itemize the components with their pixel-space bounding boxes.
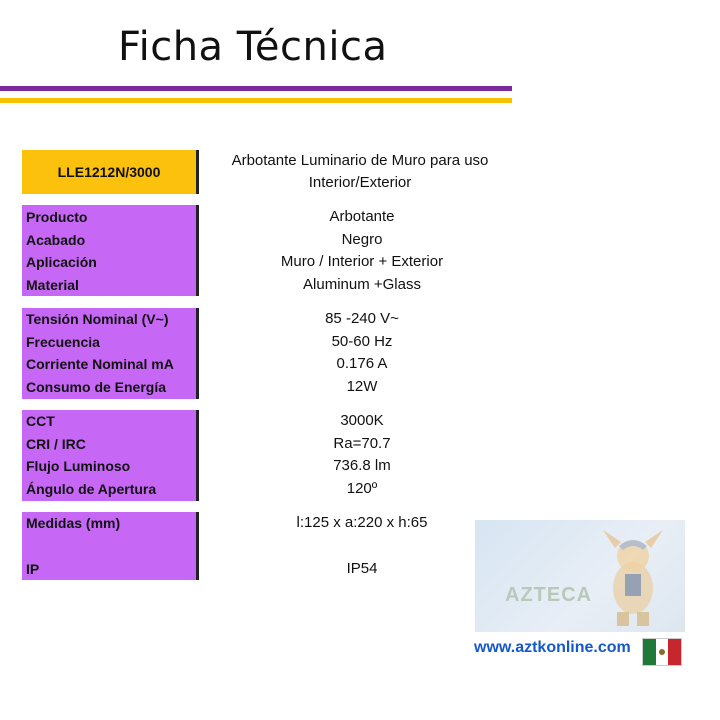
spec-row [0, 410, 720, 432]
spec-value: 85 -240 V~ [325, 310, 399, 327]
spec-value: Ra=70.7 [333, 435, 391, 452]
description-line-1: Arbotante Luminario de Muro para uso [231, 152, 489, 169]
spec-label: Medidas (mm) [26, 515, 121, 531]
brand-logo-text: AZTECA [505, 584, 593, 606]
spec-label: CRI / IRC [26, 436, 86, 452]
spec-row [0, 274, 720, 296]
spec-label: Flujo Luminoso [26, 458, 131, 474]
spec-row [0, 433, 720, 455]
spec-row [0, 308, 720, 330]
title-underline-purple [0, 86, 512, 91]
spec-label: Acabado [26, 232, 86, 248]
spec-label: Corriente Nominal mA [26, 356, 174, 372]
spec-row [0, 455, 720, 477]
spec-value: IP54 [346, 560, 378, 577]
product-code-box: LLE1212N/3000 [22, 150, 199, 194]
spec-row [0, 229, 720, 251]
spec-label: Material [26, 277, 79, 293]
spec-value: 12W [346, 378, 378, 395]
spec-row [0, 478, 720, 500]
spec-row [0, 353, 720, 375]
spec-value: 3000K [340, 412, 384, 429]
spec-label: Aplicación [26, 254, 97, 270]
spec-value: Aluminum +Glass [303, 276, 421, 293]
spec-value: 0.176 A [336, 355, 388, 372]
website-link[interactable]: www.aztkonline.com [474, 639, 631, 656]
spec-value: 120º [346, 480, 378, 497]
mascot-icon [593, 526, 673, 630]
page-title: Ficha Técnica [118, 24, 388, 70]
spec-value: Negro [341, 231, 383, 248]
spec-row [0, 206, 720, 228]
spec-label: Tensión Nominal (V~) [26, 311, 169, 327]
spec-row [0, 331, 720, 353]
spec-value: l:125 x a:220 x h:65 [296, 514, 428, 531]
spec-row [0, 251, 720, 273]
spec-label: Producto [26, 209, 88, 225]
spec-value: 50-60 Hz [331, 333, 393, 350]
brand-logo-panel [475, 520, 685, 632]
description-line-2: Interior/Exterior [308, 174, 412, 191]
spec-value: 736.8 lm [333, 457, 391, 474]
spec-label: Consumo de Energía [26, 379, 167, 395]
title-underline-yellow [0, 98, 512, 103]
mexico-flag-icon [642, 638, 682, 666]
spec-label: IP [26, 561, 40, 577]
spec-label: Frecuencia [26, 334, 100, 350]
spec-row [0, 376, 720, 398]
spec-label: CCT [26, 413, 55, 429]
spec-label: Ángulo de Apertura [26, 481, 157, 497]
spec-value: Muro / Interior + Exterior [280, 253, 444, 270]
spec-value: Arbotante [329, 208, 395, 225]
product-description [210, 150, 510, 194]
